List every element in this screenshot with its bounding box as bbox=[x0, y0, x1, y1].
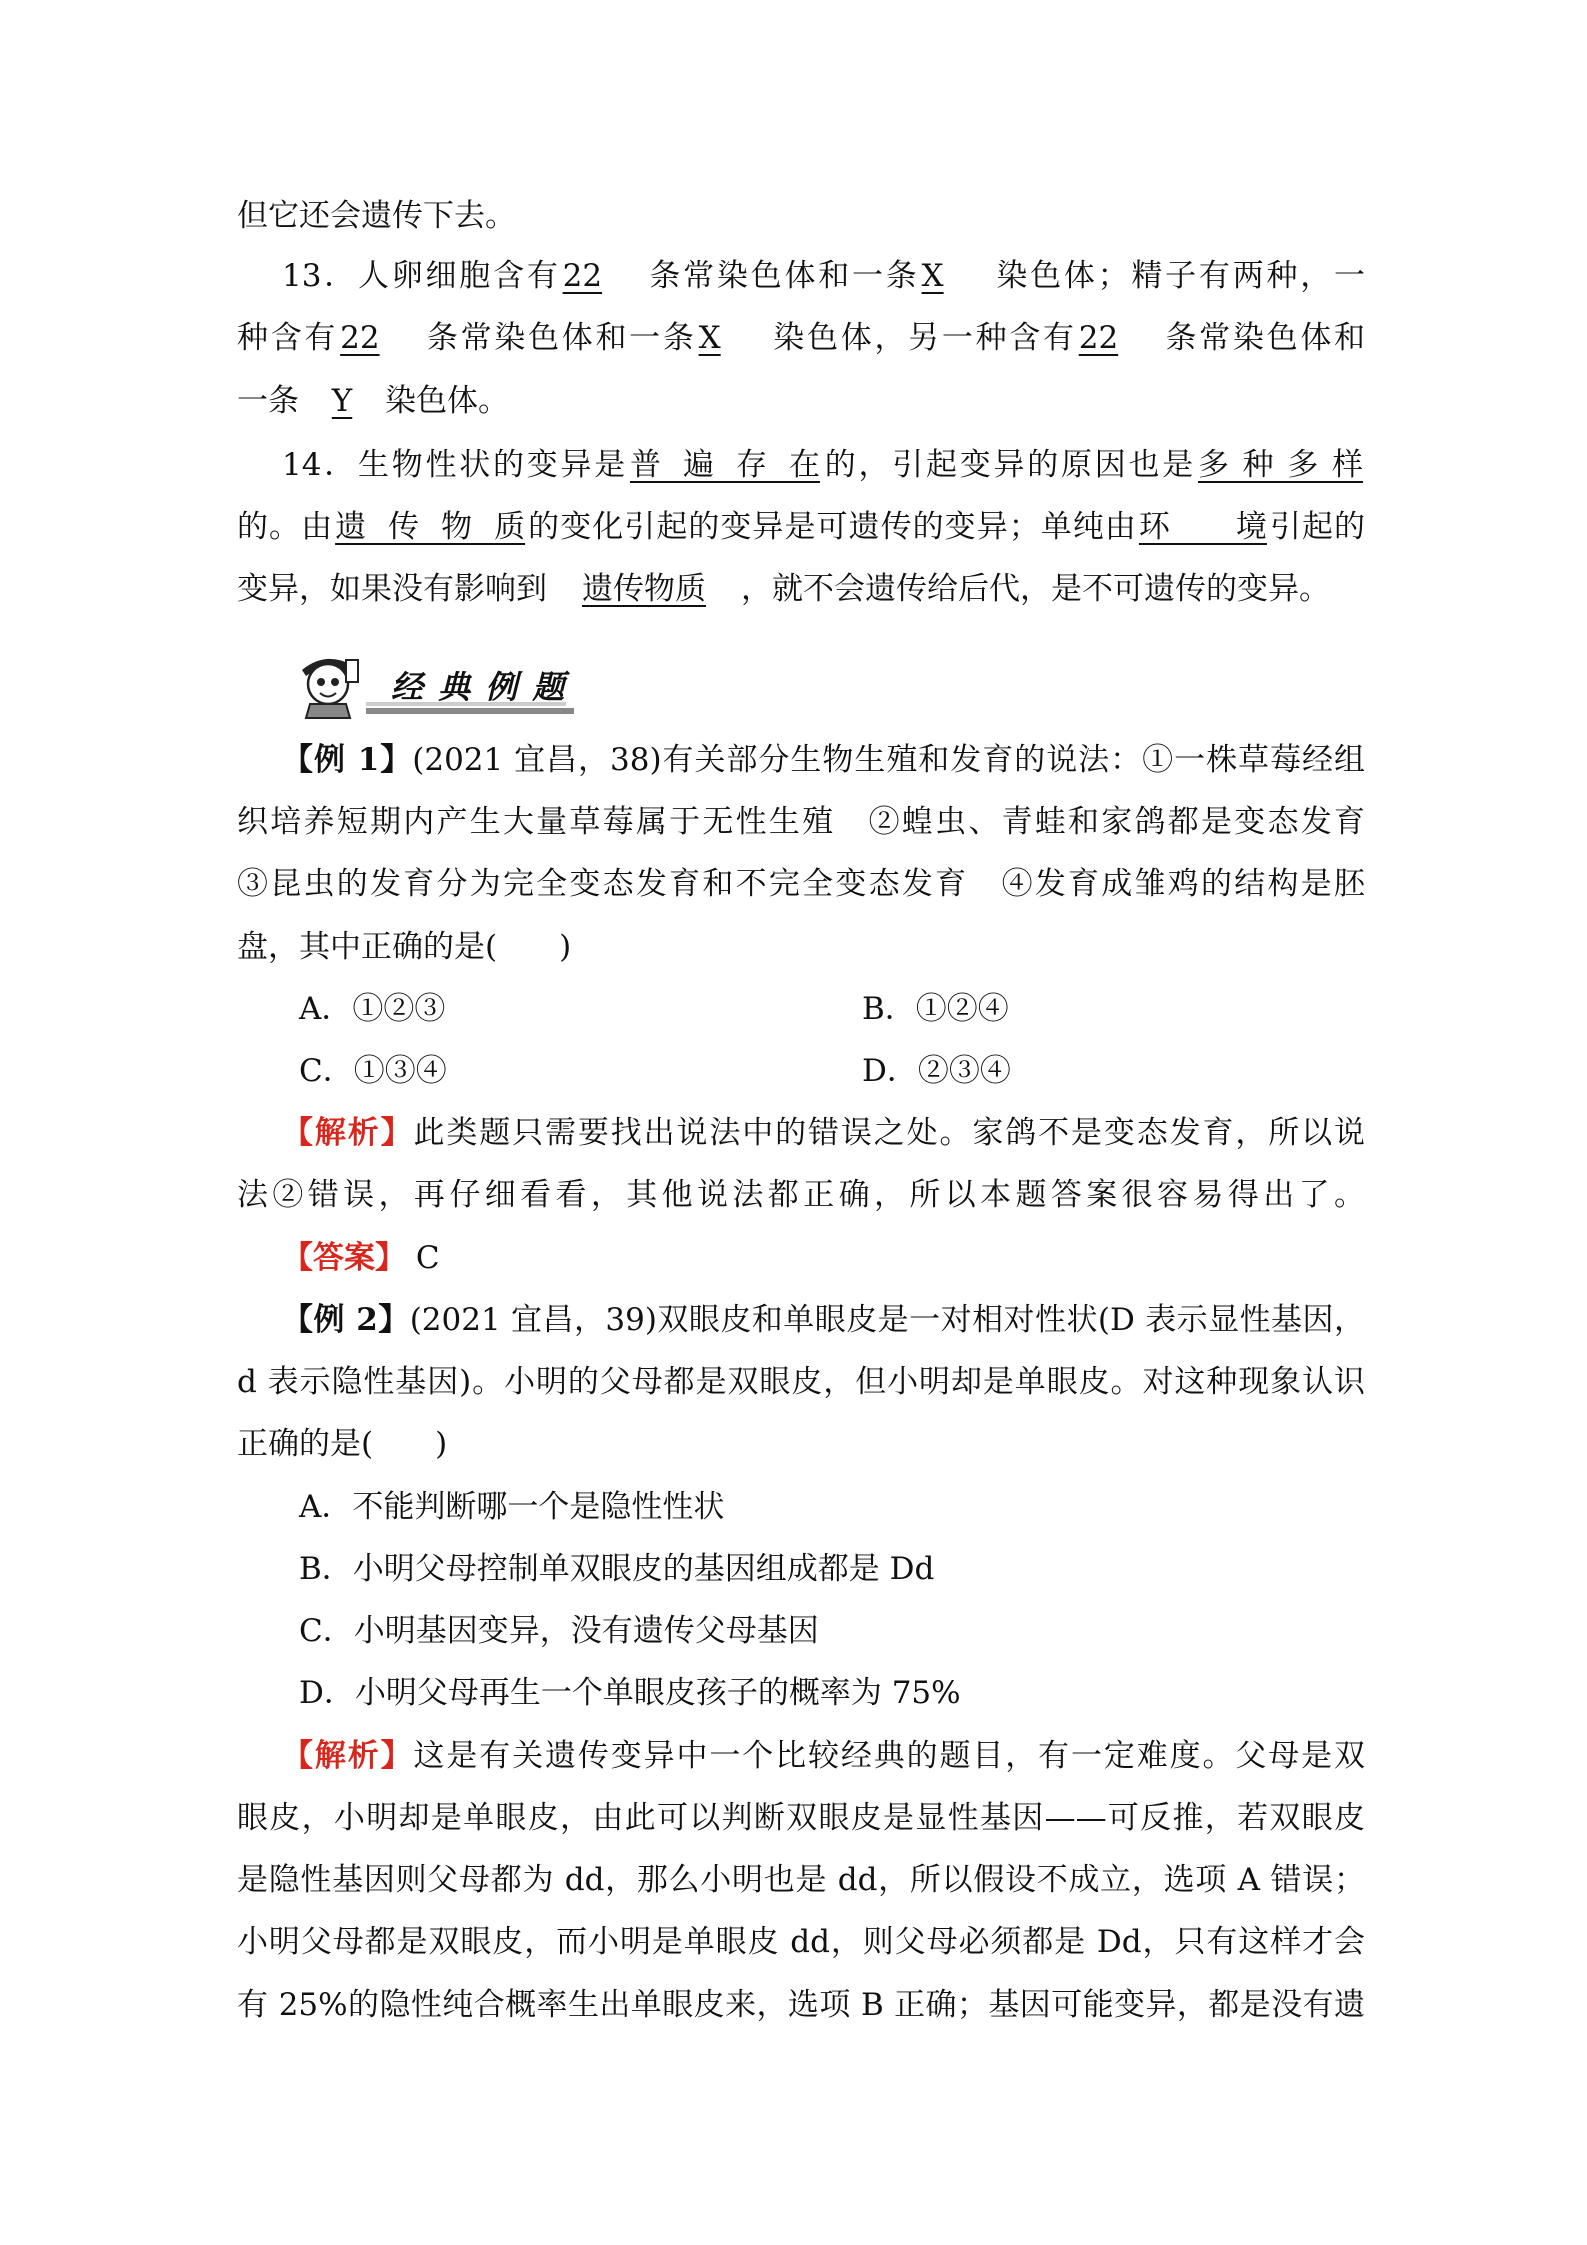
option-d: D．②③④ bbox=[862, 1053, 1011, 1089]
analysis-tag: 【解析】 bbox=[282, 1115, 414, 1151]
section-title: 经 典 例 题 bbox=[391, 668, 567, 706]
example-2-analysis-line-1 bbox=[282, 1736, 1365, 1776]
text: 染色体，另一种含有 bbox=[770, 320, 1077, 356]
example-1-answer bbox=[282, 1238, 1410, 1278]
text: 此类题只需要找出说法中的错误之处。家鸽不是变态发育，所以说 bbox=[413, 1115, 1365, 1151]
example-tag: 【例 1】 bbox=[282, 742, 413, 778]
text: 引起的 bbox=[1268, 509, 1366, 545]
text: ，就不会遗传给后代，是不可遗传的变异。 bbox=[741, 571, 1330, 607]
blank-answer: 遗传物质 bbox=[335, 509, 526, 545]
example-1-analysis-line-2: 法②错误，再仔细看看，其他说法都正确，所以本题答案很容易得出了。 bbox=[237, 1177, 1365, 1213]
text: 条常染色体和一条 bbox=[424, 320, 697, 356]
option-d: D．小明父母再生一个单眼皮孩子的概率为 75% bbox=[299, 1675, 961, 1711]
text: 14．生物性状的变异是 bbox=[282, 447, 628, 483]
example-tag: 【例 2】 bbox=[282, 1302, 410, 1338]
example-1-line-4: 盘，其中正确的是( ) bbox=[237, 929, 572, 965]
question-14-line-3 bbox=[237, 569, 1365, 609]
text: (2021 宜昌，38)有关部分生物生殖和发育的说法：①一株草莓经组 bbox=[412, 742, 1365, 778]
section-banner bbox=[296, 648, 574, 720]
example-2-analysis-line-4: 小明父母都是双眼皮，而小明是单眼皮 dd，则父母必须都是 Dd，只有这样才会 bbox=[237, 1924, 1365, 1960]
text: 13．人卵细胞含有 bbox=[282, 258, 561, 294]
option-c: C．①③④ bbox=[299, 1053, 447, 1089]
question-14-line-2 bbox=[237, 507, 1365, 547]
example-1-line-1 bbox=[282, 740, 1365, 780]
answer-tag: 【答案】 bbox=[282, 1240, 406, 1276]
text: 条常染色体和 bbox=[1162, 320, 1366, 356]
question-14-line-1 bbox=[282, 445, 1365, 485]
blank-answer: 普遍存在 bbox=[629, 447, 820, 483]
question-13-line-2 bbox=[237, 318, 1365, 358]
option-c: C．小明基因变异，没有遗传父母基因 bbox=[299, 1613, 819, 1649]
text-line: 但它还会遗传下去。 bbox=[237, 198, 516, 234]
blank-answer: X bbox=[698, 320, 721, 356]
text: 染色体。 bbox=[385, 383, 509, 419]
example-1-analysis-line-1 bbox=[282, 1113, 1365, 1153]
text: 染色体；精子有两种，一 bbox=[993, 258, 1366, 294]
example-2-line-2: d 表示隐性基因)。小明的父母都是双眼皮，但小明却是单眼皮。对这种现象认识 bbox=[237, 1364, 1365, 1400]
blank-answer: 22 bbox=[340, 320, 380, 356]
text: 的，引起变异的原因也是 bbox=[821, 447, 1196, 483]
text: 的。由 bbox=[237, 509, 334, 545]
blank-answer: 遗传物质 bbox=[582, 571, 706, 607]
example-2-line-1 bbox=[282, 1300, 1365, 1340]
question-13-line-1 bbox=[282, 256, 1365, 296]
blank-answer: 环境 bbox=[1138, 509, 1267, 545]
example-1-line-2: 织培养短期内产生大量草莓属于无性生殖 ②蝗虫、青蛙和家鸽都是变态发育 bbox=[237, 804, 1365, 840]
answer-value: C bbox=[415, 1240, 440, 1276]
blank-answer: 22 bbox=[1078, 320, 1119, 356]
text: 一条 bbox=[237, 383, 299, 419]
blank-answer: 多种多样 bbox=[1198, 447, 1363, 483]
example-2-line-3: 正确的是( ) bbox=[237, 1426, 448, 1462]
example-2-analysis-line-5: 有 25%的隐性纯合概率生出单眼皮来，选项 B 正确；基因可能变异，都是没有遗 bbox=[237, 1987, 1365, 2023]
option-a: A．①②③ bbox=[299, 991, 446, 1027]
blank-answer: 22 bbox=[562, 258, 603, 294]
text: 这是有关遗传变异中一个比较经典的题目，有一定难度。父母是双 bbox=[413, 1738, 1365, 1774]
text: 变异，如果没有影响到 bbox=[237, 571, 547, 607]
text: 条常染色体和一条 bbox=[646, 258, 920, 294]
analysis-tag: 【解析】 bbox=[282, 1738, 414, 1774]
option-b: B．小明父母控制单双眼皮的基因组成都是 Dd bbox=[299, 1551, 935, 1587]
example-2-analysis-line-2: 眼皮，小明却是单眼皮，由此可以判断双眼皮是显性基因——可反推，若双眼皮 bbox=[237, 1800, 1365, 1836]
example-1-line-3: ③昆虫的发育分为完全变态发育和不完全变态发育 ④发育成雏鸡的结构是胚 bbox=[237, 866, 1365, 902]
blank-answer: Y bbox=[331, 383, 353, 419]
blank-answer: X bbox=[921, 258, 944, 294]
option-b: B．①②④ bbox=[862, 991, 1009, 1027]
text: 种含有 bbox=[237, 320, 339, 356]
text: (2021 宜昌，39)双眼皮和单眼皮是一对相对性状(D 表示显性基因， bbox=[409, 1302, 1365, 1338]
question-13-line-3 bbox=[237, 381, 1365, 421]
option-a: A．不能判断哪一个是隐性性状 bbox=[299, 1489, 725, 1525]
text: 的变化引起的变异是可遗传的变异；单纯由 bbox=[527, 509, 1137, 545]
example-2-analysis-line-3: 是隐性基因则父母都为 dd，那么小明也是 dd，所以假设不成立，选项 A 错误； bbox=[237, 1862, 1365, 1898]
